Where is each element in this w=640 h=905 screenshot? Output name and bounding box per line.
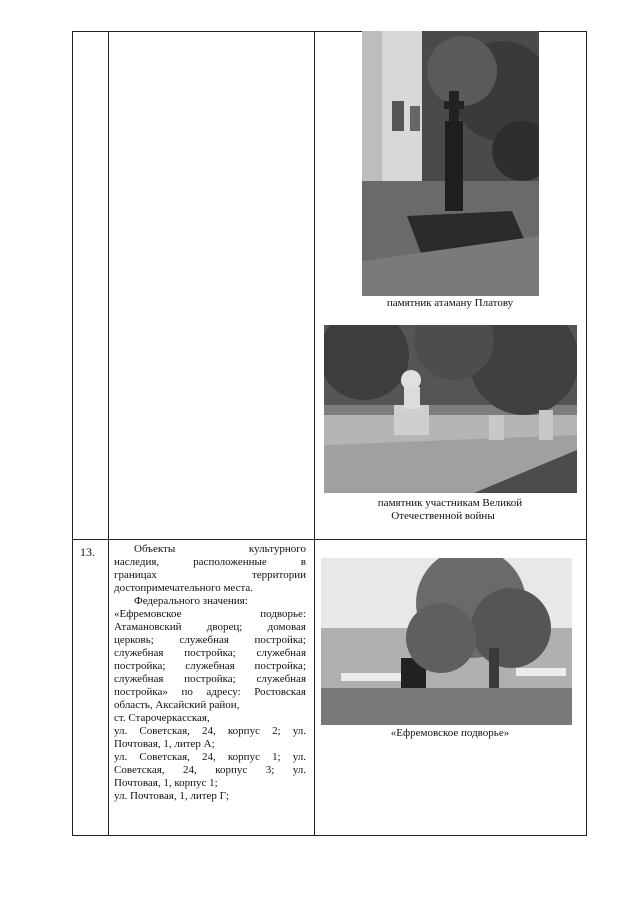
efremov-courtyard-photo [321,558,572,725]
platov-caption: памятник атаману Платову [386,297,514,309]
desc-line-6: «Ефремовское подворье: [114,608,306,620]
desc-line-12: постройка» по адресу: Ростовская [114,686,306,698]
desc-line-14: ст. Старочеркасская, [114,712,210,724]
desc-line-15: ул. Советская, 24, корпус 2; ул. [114,725,306,737]
war-memorial-caption-line-1: памятник участникам Великой [377,497,523,509]
desc-line-8: церковь; служебная постройка; [114,634,306,646]
desc-line-7: Атамановский дворец; домовая [114,621,306,633]
desc-line-5: Федерального значения: [134,595,248,607]
col-border-1 [108,31,109,836]
row-description [114,543,306,803]
desc-line-19: Почтовая, 1, корпус 1; [114,777,218,789]
col-border-2 [314,31,315,836]
desc-line-13: область, Аксайский район, [114,699,240,711]
col-border-right [586,31,587,836]
war-memorial-photo [324,325,577,493]
row-divider [72,539,587,540]
desc-line-10: постройка; служебная постройка; [114,660,306,672]
desc-line-17: ул. Советская, 24, корпус 1; ул. [114,751,306,763]
desc-line-1: Объекты культурного [134,543,306,555]
table-bottom-border [72,835,587,836]
desc-line-16: Почтовая, 1, литер А; [114,738,215,750]
row-number: 13. [80,545,95,559]
desc-line-9: служебная постройка; служебная [114,647,306,659]
desc-line-18: Советская, 24, корпус 3; ул. [114,764,306,776]
desc-line-20: ул. Почтовая, 1, литер Г; [114,790,230,802]
war-memorial-caption-line-2: Отечественной войны [391,510,495,522]
desc-line-3: границах территории [114,569,306,581]
desc-line-4: достопримечательного места. [114,582,254,594]
efremov-caption: «Ефремовское подворье» [390,727,510,739]
desc-line-11: служебная постройка; служебная [114,673,306,685]
war-memorial-caption [314,497,586,523]
heritage-table [72,31,587,835]
platov-monument-photo [362,31,539,296]
col-border-left [72,31,73,836]
desc-line-2: наследия, расположенные в [114,556,306,568]
